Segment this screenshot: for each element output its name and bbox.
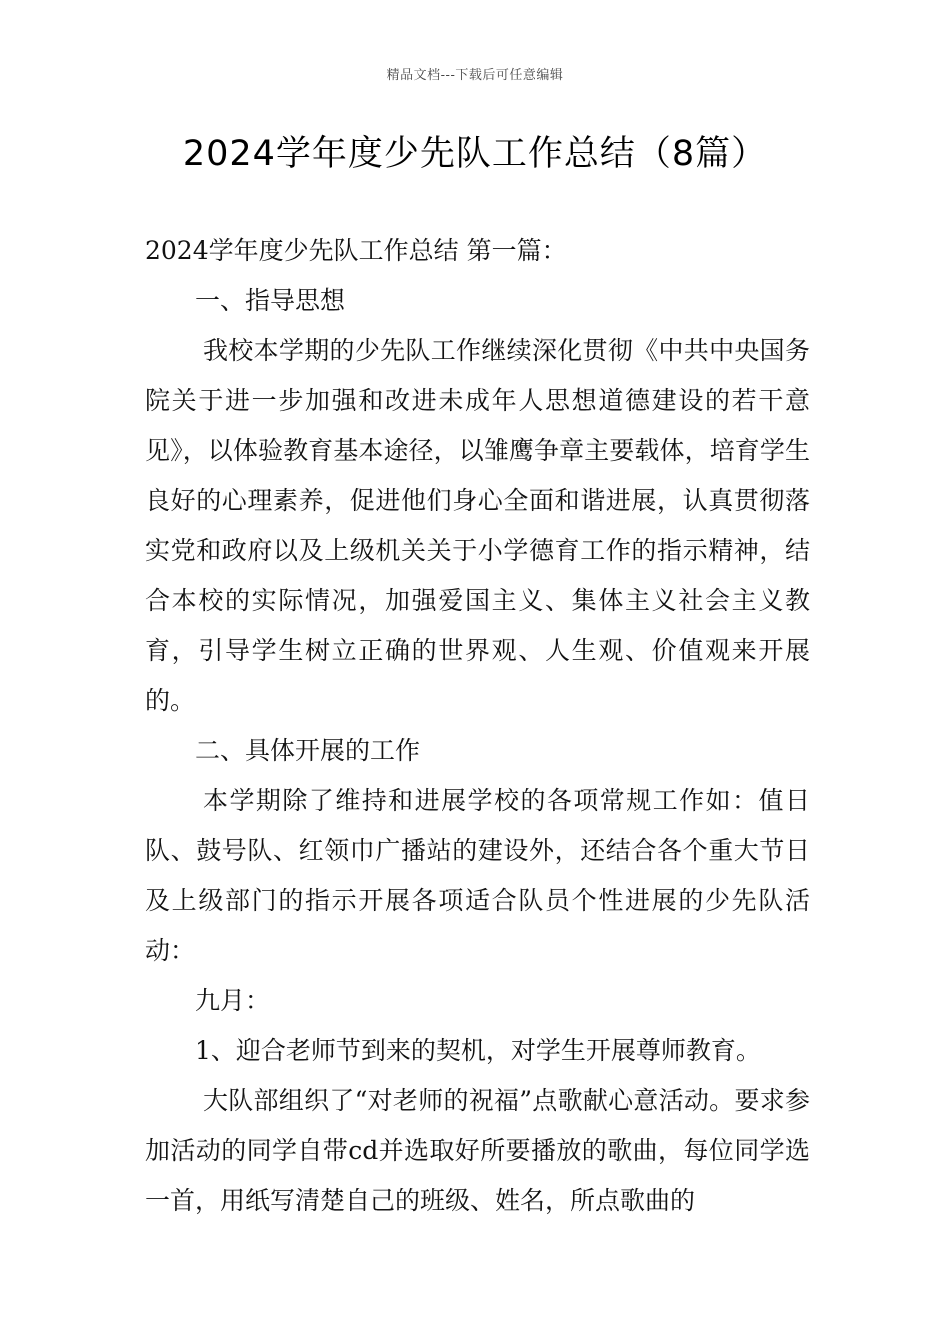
document-body xyxy=(145,226,810,1226)
section-heading-first: 2024学年度少先队工作总结 第一篇： xyxy=(145,236,567,265)
subheading-guiding-thought: 一、指导思想 xyxy=(195,286,346,315)
paragraph-guiding-thought: 我校本学期的少先队工作继续深化贯彻《中共中央国务院关于进一步加强和改进未成年人思想道德建设的若干意见》，以体验教育基本途径，以雏鹰争章主要载体，培育学生良好的心理素养，促进他们身心全面和谐进展，认真贯彻落实党和政府以及上级机关关于小学德育工作的指示精神，结合本校的实际情况，加强爱国主义、集体主义社会主义教育，引导学生树立正确的世界观、人生观、价值观来开展的。 xyxy=(145,336,810,715)
subheading-specific-work: 二、具体开展的工作 xyxy=(195,736,421,765)
header-note: 精品文档---下载后可任意编辑 xyxy=(386,68,564,83)
paragraph-song-activity: 大队部组织了“对老师的祝福”点歌献心意活动。要求参加活动的同学自带cd并选取好所要播放的歌曲，每位同学选一首，用纸写清楚自己的班级、姓名，所点歌曲的 xyxy=(145,1086,810,1215)
paragraph-specific-work: 本学期除了维持和进展学校的各项常规工作如：值日队、鼓号队、红领巾广播站的建设外，还结合各个重大节日及上级部门的指示开展各项适合队员个性进展的少先队活动： xyxy=(145,786,810,965)
document-title: 2024学年度少先队工作总结（8篇） xyxy=(182,134,768,174)
list-item-teachers-day: 1、迎合老师节到来的契机，对学生开展尊师教育。 xyxy=(195,1036,761,1065)
month-heading-september: 九月： xyxy=(195,986,271,1015)
